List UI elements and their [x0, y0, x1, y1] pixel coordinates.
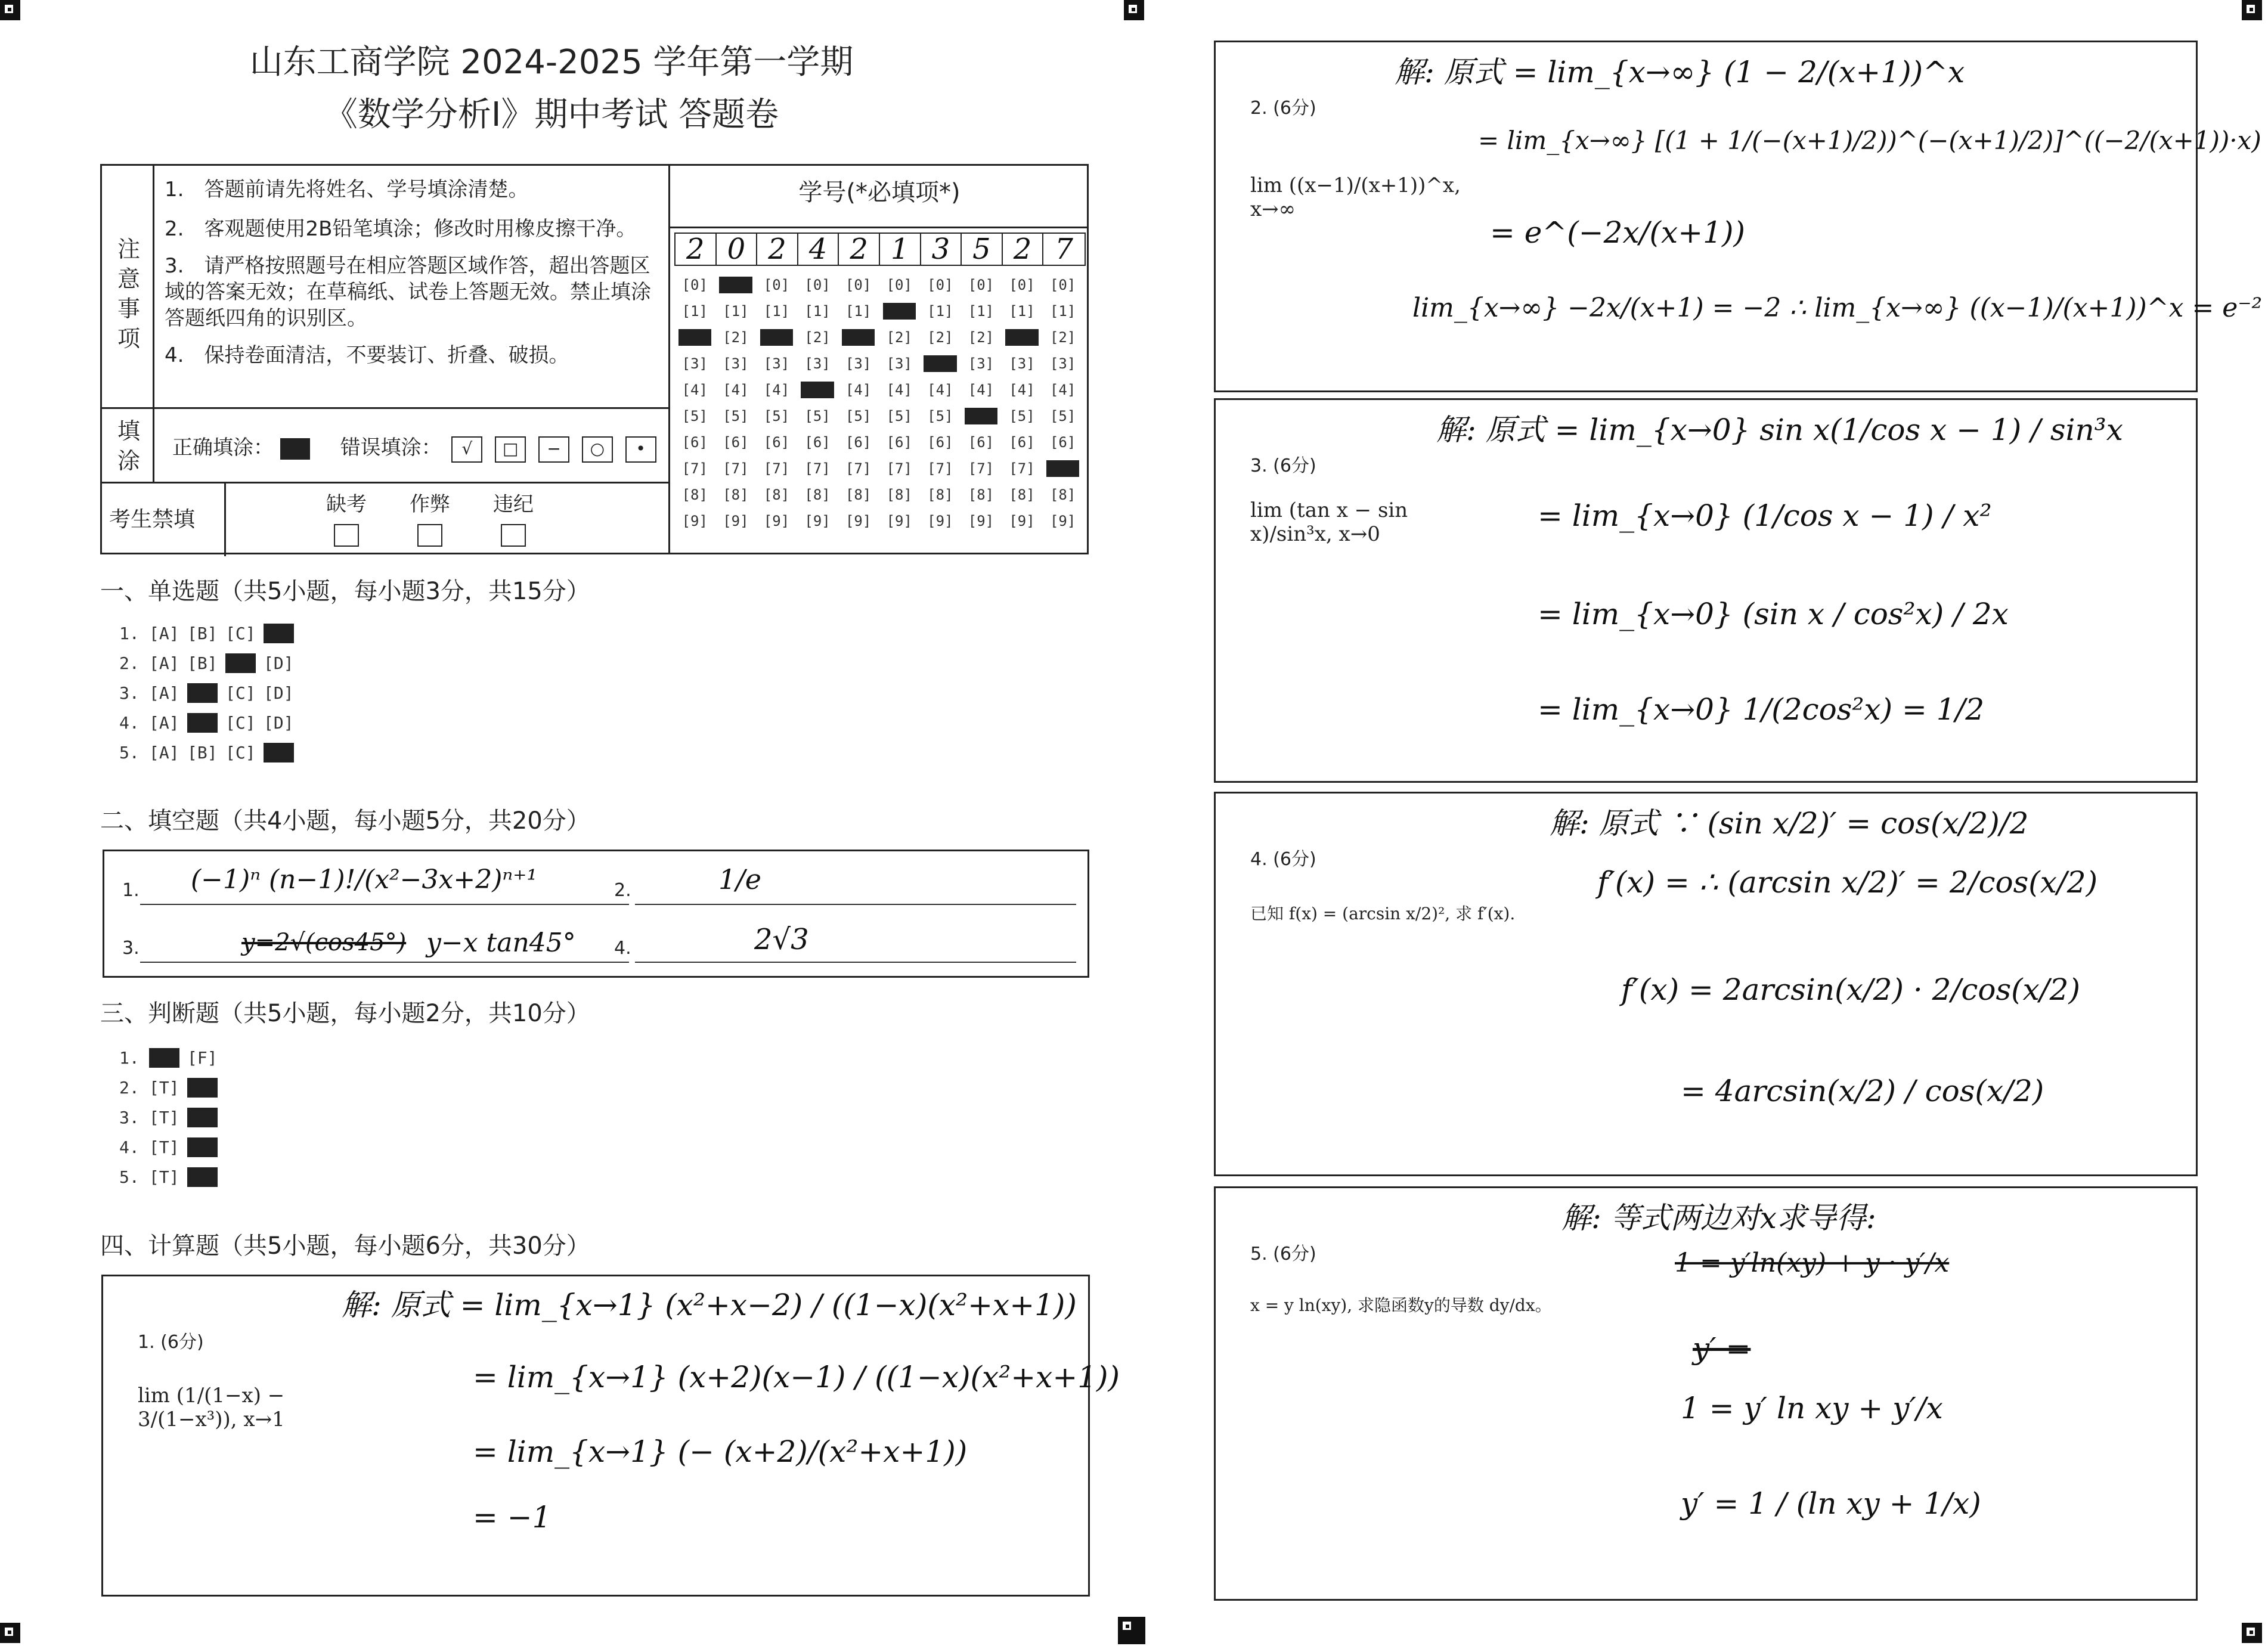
id-bubble[interactable]: [8]: [804, 486, 831, 503]
calc-q5-work-line: 1 = y′ln(xy) + y · y′/x: [1675, 1248, 1950, 1278]
id-bubble[interactable]: [6]: [1009, 434, 1035, 451]
option-bubble[interactable]: [B]: [187, 624, 218, 643]
id-bubble[interactable]: [3]: [968, 355, 994, 372]
id-bubble[interactable]: [4]: [1009, 382, 1035, 398]
id-bubble-row: [674, 298, 1092, 324]
id-bubble[interactable]: [5]: [763, 408, 790, 424]
id-bubble[interactable]: [0]: [886, 277, 912, 293]
id-bubble[interactable]: [9]: [1009, 513, 1035, 529]
id-bubble[interactable]: [3]: [1009, 355, 1035, 372]
forbid-cheat-label: 作弊: [410, 492, 450, 516]
id-bubble[interactable]: [7]: [1009, 460, 1035, 477]
id-bubble[interactable]: [4]: [1049, 382, 1076, 398]
id-bubble-filled[interactable]: [2]: [756, 324, 797, 351]
option-bubble[interactable]: [A]: [149, 713, 179, 733]
option-bubble[interactable]: [A]: [149, 683, 179, 703]
id-bubble-filled[interactable]: [2]: [1002, 324, 1043, 351]
forbid-absent[interactable]: [317, 488, 376, 547]
calc-q5-work-line: 解: 等式两边对x求导得:: [1561, 1201, 1876, 1235]
calc-q3-label: 3. (6分): [1250, 455, 1316, 476]
id-bubble[interactable]: [5]: [845, 408, 872, 424]
wrong-fill-sample: □: [495, 436, 526, 463]
id-bubble[interactable]: [4]: [723, 382, 749, 398]
id-bubble[interactable]: [1]: [763, 303, 790, 320]
section1-answers[interactable]: [119, 619, 302, 768]
option-bubble-filled[interactable]: [F]: [187, 1137, 218, 1157]
note-item: 2. 客观题使用2B铅笔填涂；修改时用橡皮擦干净。: [165, 217, 637, 241]
student-id-digit: 2: [757, 234, 798, 265]
id-bubble[interactable]: [7]: [927, 460, 953, 477]
student-id-digit: 0: [717, 234, 758, 265]
id-bubble[interactable]: [3]: [681, 355, 708, 372]
calc-q5-problem: x = y ln(xy), 求隐函数y的导数 dy/dx。: [1250, 1295, 1552, 1315]
student-id-bubbles[interactable]: [674, 272, 1092, 534]
fill-blank-panel: [103, 850, 1089, 978]
forbid-violation-checkbox[interactable]: [501, 524, 526, 547]
id-bubble[interactable]: [4]: [927, 382, 953, 398]
id-bubble-row: [674, 377, 1092, 403]
forbid-violation[interactable]: [484, 488, 543, 547]
header-line-2: 《数学分析Ⅰ》期中考试 答题卷: [324, 95, 779, 134]
id-bubble[interactable]: [1]: [1049, 303, 1076, 320]
calc-q2-panel: [1214, 41, 2263, 392]
id-bubble[interactable]: [0]: [968, 277, 994, 293]
blank-4-answer[interactable]: 2√3: [754, 923, 809, 956]
id-bubble-filled[interactable]: [2]: [674, 324, 715, 351]
option-bubble[interactable]: [D]: [264, 713, 294, 733]
id-bubble[interactable]: [3]: [886, 355, 912, 372]
id-bubble-row: [674, 508, 1092, 534]
id-bubble[interactable]: [6]: [1049, 434, 1076, 451]
calc-q5-work-line: y′ = 1 / (ln xy + 1/x): [1681, 1486, 1981, 1521]
student-id-title: 学号(*必填项*): [798, 179, 961, 206]
calc-q1-work-line: = lim_{x→1} (x+2)(x−1) / ((1−x)(x²+x+1)): [473, 1360, 1120, 1394]
forbid-violation-label: 违纪: [493, 492, 534, 516]
option-bubble-filled[interactable]: [T]: [149, 1048, 179, 1068]
id-bubble[interactable]: [3]: [804, 355, 831, 372]
id-bubble[interactable]: [4]: [886, 382, 912, 398]
option-bubble[interactable]: [D]: [264, 683, 294, 703]
id-bubble[interactable]: [8]: [681, 486, 708, 503]
calc-q5-panel: [1214, 1186, 2198, 1601]
registration-mark: [2242, 1623, 2262, 1643]
id-bubble[interactable]: [6]: [723, 434, 749, 451]
option-bubble-filled[interactable]: [B]: [187, 713, 218, 733]
calc-q2-problem: lim ((x−1)/(x+1))^x, x→∞: [1250, 173, 1461, 221]
id-bubble[interactable]: [7]: [681, 460, 708, 477]
id-bubble[interactable]: [5]: [1049, 408, 1076, 424]
calc-q2-work-line: 解: 原式 = lim_{x→∞} (1 − 2/(x+1))^x: [1395, 55, 1965, 89]
tf-answer-row: [119, 1043, 225, 1073]
id-bubble[interactable]: [1]: [681, 303, 708, 320]
question-number: 4.: [119, 713, 140, 733]
id-bubble[interactable]: [8]: [845, 486, 872, 503]
id-bubble[interactable]: [0]: [1009, 277, 1035, 293]
option-bubble[interactable]: [C]: [225, 743, 256, 762]
id-bubble[interactable]: [9]: [968, 513, 994, 529]
calc-q2-work-line: = lim_{x→∞} [(1 + 1/(−(x+1)/2))^(−(x+1)/2)]^((−2/(x+1))·x): [1478, 126, 2261, 155]
id-bubble[interactable]: [8]: [968, 486, 994, 503]
student-id-digit: 7: [1055, 233, 1073, 266]
id-bubble[interactable]: [6]: [927, 434, 953, 451]
id-bubble-filled[interactable]: [3]: [920, 351, 961, 377]
id-bubble-filled[interactable]: [0]: [715, 272, 757, 298]
note-item: 1. 答题前请先将姓名、学号填涂清楚。: [165, 178, 529, 202]
tf-answer-row: [119, 1133, 225, 1163]
mc-answer-row: [119, 708, 302, 738]
mc-answer-row: [119, 678, 302, 708]
section3-answers[interactable]: [119, 1043, 225, 1192]
option-bubble[interactable]: [B]: [187, 653, 218, 673]
id-bubble[interactable]: [7]: [763, 460, 790, 477]
id-bubble[interactable]: [2]: [927, 329, 953, 346]
wrong-fill-sample: •: [625, 436, 656, 463]
id-bubble[interactable]: [1]: [1009, 303, 1035, 320]
student-id-digit: 2: [676, 234, 717, 265]
option-bubble-filled[interactable]: [F]: [187, 1167, 218, 1187]
option-bubble-filled[interactable]: [C]: [225, 653, 256, 673]
calc-q3-problem: lim (tan x − sin x)/sin³x, x→0: [1250, 498, 1408, 546]
registration-mark: [2242, 0, 2262, 20]
id-bubble[interactable]: [3]: [763, 355, 790, 372]
calc-q1-work-line: 解: 原式 = lim_{x→1} (x²+x−2) / ((1−x)(x²+x+1)): [342, 1288, 1077, 1322]
id-bubble-filled[interactable]: [4]: [797, 377, 838, 403]
id-bubble[interactable]: [9]: [927, 513, 953, 529]
calc-q5-label: 5. (6分): [1250, 1244, 1316, 1264]
id-bubble[interactable]: [8]: [763, 486, 790, 503]
calc-q4-panel: [1214, 792, 2198, 1176]
id-bubble[interactable]: [1]: [968, 303, 994, 320]
note-item: 3. 请严格按照题号在相应答题区域作答，超出答题区域的答案无效；在草稿纸、试卷上答题无效。禁止填涂答题纸四角的识别区。: [165, 254, 651, 330]
calc-q1-label: 1. (6分): [138, 1332, 204, 1353]
id-bubble[interactable]: [7]: [886, 460, 912, 477]
id-bubble[interactable]: [9]: [681, 513, 708, 529]
calc-q2-label: 2. (6分): [1250, 98, 1316, 119]
id-bubble[interactable]: [9]: [723, 513, 749, 529]
id-bubble[interactable]: [0]: [845, 277, 872, 293]
blank-2-answer[interactable]: 1/e: [718, 863, 761, 895]
question-number: 2.: [119, 653, 140, 673]
id-bubble-row: [674, 351, 1092, 377]
id-bubble-filled[interactable]: [2]: [838, 324, 879, 351]
id-bubble[interactable]: [8]: [723, 486, 749, 503]
question-number: 5.: [119, 743, 140, 762]
calc-q5-work-line: 1 = y′ ln xy + y′/x: [1681, 1391, 1943, 1425]
blank-1-answer[interactable]: (−1)ⁿ (n−1)!/(x²−3x+2)ⁿ⁺¹: [191, 864, 538, 895]
id-bubble[interactable]: [0]: [681, 277, 708, 293]
id-bubble[interactable]: [4]: [681, 382, 708, 398]
id-bubble-row: [674, 482, 1092, 508]
id-bubble[interactable]: [1]: [845, 303, 872, 320]
calc-q2-work-line: = e^(−2x/(x+1)): [1490, 215, 1745, 250]
option-bubble[interactable]: [F]: [187, 1048, 218, 1068]
tf-answer-row: [119, 1073, 225, 1103]
id-bubble-row: [674, 324, 1092, 351]
calc-q4-work-line: = 4arcsin(x/2) / cos(x/2): [1681, 1074, 2044, 1108]
notes-list: [165, 176, 653, 368]
option-bubble[interactable]: [T]: [149, 1137, 179, 1157]
correct-fill-sample: [280, 438, 310, 460]
id-bubble[interactable]: [6]: [845, 434, 872, 451]
id-bubble-row: [674, 455, 1092, 482]
calc-q4-work-line: 解: 原式 ∵ (sin x/2)′ = cos(x/2)/2: [1550, 806, 2029, 841]
id-bubble[interactable]: [3]: [845, 355, 872, 372]
student-id-digit: 5: [962, 234, 1003, 265]
id-bubble-row: [674, 429, 1092, 455]
id-bubble[interactable]: [1]: [927, 303, 953, 320]
student-id-digit: 4: [798, 234, 839, 265]
option-bubble[interactable]: [T]: [149, 1167, 179, 1187]
question-number: 5.: [119, 1167, 140, 1187]
id-bubble-filled[interactable]: [7]: [1042, 455, 1083, 482]
note-item: 4. 保持卷面清洁，不要装订、折叠、破损。: [165, 343, 569, 367]
question-number: 2.: [119, 1078, 140, 1098]
wrong-fill-label: 错误填涂：: [340, 436, 442, 460]
calc-q3-panel: [1214, 398, 2198, 783]
id-bubble[interactable]: [2]: [804, 329, 831, 346]
wrong-fill-sample: ○: [582, 436, 613, 463]
wrong-fill-sample: √: [451, 436, 482, 463]
id-bubble[interactable]: [2]: [723, 329, 749, 346]
calc-q2-work-line: lim_{x→∞} −2x/(x+1) = −2 ∴ lim_{x→∞} ((x−1)/(x+1))^x = e⁻²: [1412, 293, 2263, 323]
calc-q4-work-line: f′(x) = 2arcsin(x/2) · 2/cos(x/2): [1621, 972, 2080, 1007]
question-number: 3.: [119, 1108, 140, 1127]
id-bubble[interactable]: [6]: [681, 434, 708, 451]
forbid-cheat-checkbox[interactable]: [417, 524, 442, 547]
id-bubble[interactable]: [0]: [1049, 277, 1076, 293]
option-bubble[interactable]: [A]: [149, 624, 179, 643]
calc-q4-problem: 已知 f(x) = (arcsin x/2)², 求 f′(x).: [1250, 904, 1516, 923]
id-bubble[interactable]: [4]: [968, 382, 994, 398]
mc-answer-row: [119, 738, 302, 768]
id-bubble[interactable]: [1]: [804, 303, 831, 320]
calc-q5-work-line: y′ =: [1693, 1331, 1751, 1366]
registration-mark: [1118, 1617, 1145, 1644]
id-bubble[interactable]: [9]: [1049, 513, 1076, 529]
id-bubble[interactable]: [9]: [845, 513, 872, 529]
header-line-1: 山东工商学院 2024-2025 学年第一学期: [249, 43, 854, 82]
tf-answer-row: [119, 1163, 225, 1192]
id-bubble[interactable]: [7]: [845, 460, 872, 477]
option-bubble[interactable]: [B]: [187, 743, 218, 762]
id-bubble-row: [674, 403, 1092, 429]
id-bubble[interactable]: [9]: [763, 513, 790, 529]
student-id-digit: 2: [839, 234, 880, 265]
id-bubble[interactable]: [8]: [1009, 486, 1035, 503]
option-bubble[interactable]: [C]: [225, 713, 256, 733]
forbid-label: 考生禁填: [109, 507, 196, 532]
option-bubble[interactable]: [A]: [149, 653, 179, 673]
id-bubble[interactable]: [4]: [845, 382, 872, 398]
id-bubble[interactable]: [6]: [804, 434, 831, 451]
calc-q1-work-line: = −1: [473, 1500, 551, 1535]
id-bubble[interactable]: [9]: [886, 513, 912, 529]
option-bubble[interactable]: [D]: [264, 653, 294, 673]
option-bubble[interactable]: [C]: [225, 683, 256, 703]
forbid-absent-checkbox[interactable]: [334, 524, 359, 547]
calc-q1-work-line: = lim_{x→1} (− (x+2)/(x²+x+1)): [473, 1434, 968, 1469]
section4-title: 四、计算题（共5小题，每小题6分，共30分）: [100, 1232, 590, 1260]
student-id-digits: [674, 233, 1086, 266]
registration-mark: [1124, 0, 1144, 20]
correct-fill-label: 正确填涂：: [172, 436, 274, 460]
id-bubble[interactable]: [7]: [968, 460, 994, 477]
option-bubble-filled[interactable]: [D]: [264, 624, 294, 643]
forbid-absent-label: 缺考: [326, 492, 367, 516]
id-bubble[interactable]: [2]: [1049, 329, 1076, 346]
id-bubble[interactable]: [7]: [804, 460, 831, 477]
question-number: 4.: [119, 1137, 140, 1157]
blank-2-number: 2.: [614, 880, 631, 901]
calc-q3-work-line: = lim_{x→0} (sin x / cos²x) / 2x: [1538, 597, 2009, 631]
option-bubble-filled[interactable]: [F]: [187, 1078, 218, 1098]
id-bubble-row: [674, 272, 1092, 298]
calc-q1-panel: [101, 1275, 1120, 1597]
id-bubble[interactable]: [3]: [1049, 355, 1076, 372]
mc-answer-row: [119, 619, 302, 649]
id-bubble-filled[interactable]: [5]: [961, 403, 1002, 429]
question-number: 3.: [119, 683, 140, 703]
instructions-panel: [100, 164, 1089, 554]
student-id-digit: 2: [1003, 234, 1044, 265]
id-bubble[interactable]: [8]: [927, 486, 953, 503]
id-bubble[interactable]: [5]: [927, 408, 953, 424]
blank-3-number: 3.: [122, 938, 140, 959]
id-bubble[interactable]: [1]: [723, 303, 749, 320]
blank-3-answer[interactable]: y−x tan45°: [426, 928, 576, 958]
id-bubble[interactable]: [5]: [804, 408, 831, 424]
section3-title: 三、判断题（共5小题，每小题2分，共10分）: [100, 1000, 590, 1027]
registration-mark: [0, 0, 20, 20]
section1-title: 一、单选题（共5小题，每小题3分，共15分）: [100, 578, 590, 605]
id-bubble[interactable]: [0]: [804, 277, 831, 293]
option-bubble-filled[interactable]: [F]: [187, 1108, 218, 1127]
fill-label: 填涂: [117, 418, 140, 474]
forbid-cheat[interactable]: [400, 488, 460, 547]
calc-q3-work-line: 解: 原式 = lim_{x→0} sin x(1/cos x − 1) / sin³x: [1436, 413, 2123, 447]
id-bubble[interactable]: [5]: [681, 408, 708, 424]
blank-1-number: 1.: [122, 880, 140, 901]
question-number: 1.: [119, 1048, 140, 1068]
id-bubble[interactable]: [2]: [886, 329, 912, 346]
calc-q4-label: 4. (6分): [1250, 849, 1316, 870]
blank-3-struck: y=2√(cos45°): [241, 929, 407, 956]
option-bubble[interactable]: [T]: [149, 1078, 179, 1098]
mc-answer-row: [119, 649, 302, 678]
student-id-digit: 3: [921, 234, 962, 265]
option-bubble-filled[interactable]: [B]: [187, 683, 218, 703]
id-bubble[interactable]: [5]: [723, 408, 749, 424]
id-bubble[interactable]: [0]: [927, 277, 953, 293]
section2-title: 二、填空题（共4小题，每小题5分，共20分）: [100, 807, 590, 835]
calc-q1-problem: lim (1/(1−x) − 3/(1−x³)), x→1: [138, 1384, 285, 1431]
wrong-fill-sample: −: [538, 436, 569, 463]
id-bubble[interactable]: [8]: [1049, 486, 1076, 503]
id-bubble[interactable]: [3]: [723, 355, 749, 372]
id-bubble[interactable]: [4]: [763, 382, 790, 398]
option-bubble-filled[interactable]: [D]: [264, 743, 294, 762]
id-bubble[interactable]: [8]: [886, 486, 912, 503]
id-bubble[interactable]: [6]: [968, 434, 994, 451]
calc-q3-work-line: = lim_{x→0} 1/(2cos²x) = 1/2: [1538, 692, 1985, 727]
registration-mark: [0, 1623, 20, 1643]
id-bubble[interactable]: [5]: [1009, 408, 1035, 424]
student-id-digit: 1: [880, 234, 921, 265]
id-bubble-filled[interactable]: [1]: [879, 298, 920, 324]
option-bubble[interactable]: [T]: [149, 1108, 179, 1127]
fill-example-row: [172, 431, 656, 463]
id-bubble[interactable]: [2]: [968, 329, 994, 346]
id-bubble[interactable]: [9]: [804, 513, 831, 529]
blank-4-number: 4.: [614, 938, 631, 959]
calc-q4-work-line: f′(x) = ∴ (arcsin x/2)′ = 2/cos(x/2): [1597, 865, 2098, 900]
option-bubble[interactable]: [A]: [149, 743, 179, 762]
id-bubble[interactable]: [6]: [763, 434, 790, 451]
id-bubble[interactable]: [7]: [723, 460, 749, 477]
id-bubble[interactable]: [0]: [763, 277, 790, 293]
question-number: 1.: [119, 624, 140, 643]
calc-q3-work-line: = lim_{x→0} (1/cos x − 1) / x²: [1538, 498, 1992, 533]
option-bubble[interactable]: [C]: [225, 624, 256, 643]
notes-side-label: 注意事项: [117, 236, 140, 352]
id-bubble[interactable]: [5]: [886, 408, 912, 424]
id-bubble[interactable]: [6]: [886, 434, 912, 451]
tf-answer-row: [119, 1103, 225, 1133]
